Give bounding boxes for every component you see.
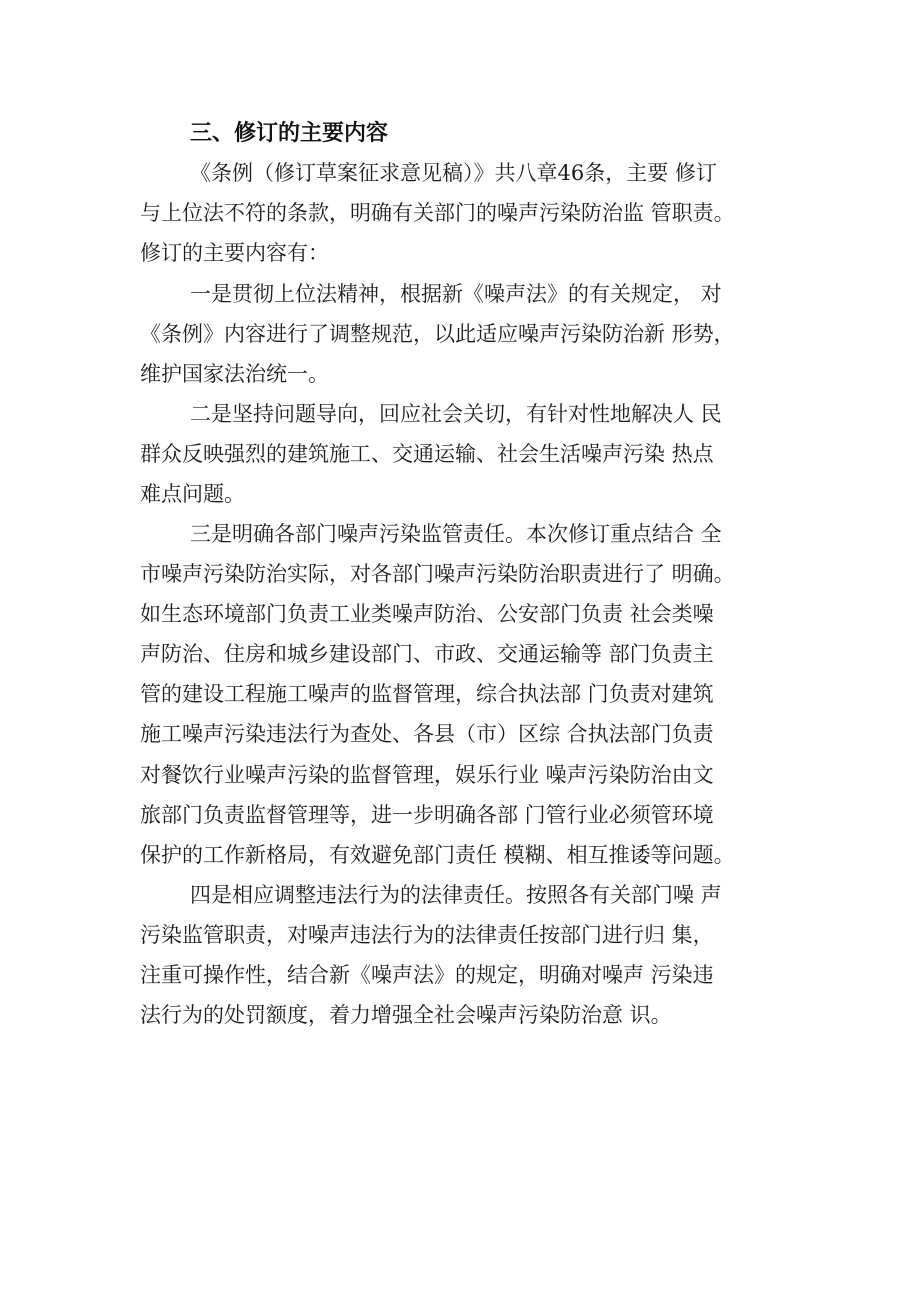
text-line-14: 管的建设工程施工噪声的监督管理，综合执法部 门负责对建筑 bbox=[140, 682, 714, 706]
text-line-6: 维护国家法治统一。 bbox=[140, 362, 329, 386]
text-line-2: 与上位法不符的条款，明确有关部门的噪声污染防治监 管职责。 bbox=[140, 201, 735, 225]
text-line-17: 旅部门负责监督管理等，进一步明确各部 门管行业必须管环境 bbox=[140, 803, 714, 827]
text-line-9: 难点问题。 bbox=[140, 482, 245, 506]
text-line-22: 法行为的处罚额度，着力增强全社会噪声污染防治意 识。 bbox=[140, 1003, 672, 1027]
text-line-11: 市噪声污染防治实际，对各部门噪声污染防治职责进行了 明确。 bbox=[140, 562, 735, 586]
text-line-7: 二是坚持问题导向，回应社会关切，有针对性地解决人 民 bbox=[190, 402, 722, 426]
text-line-4: 一是贯彻上位法精神，根据新《噪声法》的有关规定， 对 bbox=[190, 282, 722, 306]
section-heading: 三、修订的主要内容 bbox=[190, 121, 389, 146]
text-line-3: 修订的主要内容有： bbox=[140, 241, 329, 265]
text-line-5: 《条例》内容进行了调整规范，以此适应噪声污染防治新 形势， bbox=[140, 322, 735, 346]
text-line-20: 污染监管职责，对噪声违法行为的法律责任按部门进行归 集， bbox=[140, 923, 714, 947]
text-line-10: 三是明确各部门噪声污染监管责任。本次修订重点结合 全 bbox=[190, 522, 722, 546]
text-line-13: 声防治、住房和城乡建设部门、市政、交通运输等 部门负责主 bbox=[140, 642, 714, 666]
text-line-18: 保护的工作新格局，有效避免部门责任 模糊、相互推诿等问题。 bbox=[140, 843, 735, 867]
text-line-8: 群众反映强烈的建筑施工、交通运输、社会生活噪声污染 热点 bbox=[140, 442, 714, 466]
text-line-21: 注重可操作性，结合新《噪声法》的规定，明确对噪声 污染违 bbox=[140, 963, 714, 987]
text-line-1: 《条例（修订草案征求意见稿）》共八章46条，主要 修订 bbox=[190, 161, 717, 185]
text-line-16: 对餐饮行业噪声污染的监督管理，娱乐行业 噪声污染防治由文 bbox=[140, 763, 714, 787]
text-line-19: 四是相应调整违法行为的法律责任。按照各有关部门噪 声 bbox=[190, 883, 722, 907]
text-line-15: 施工噪声污染违法行为查处、各县（市）区综 合执法部门负责 bbox=[140, 722, 714, 746]
text-line-12: 如生态环境部门负责工业类噪声防治、公安部门负责 社会类噪 bbox=[140, 602, 714, 626]
